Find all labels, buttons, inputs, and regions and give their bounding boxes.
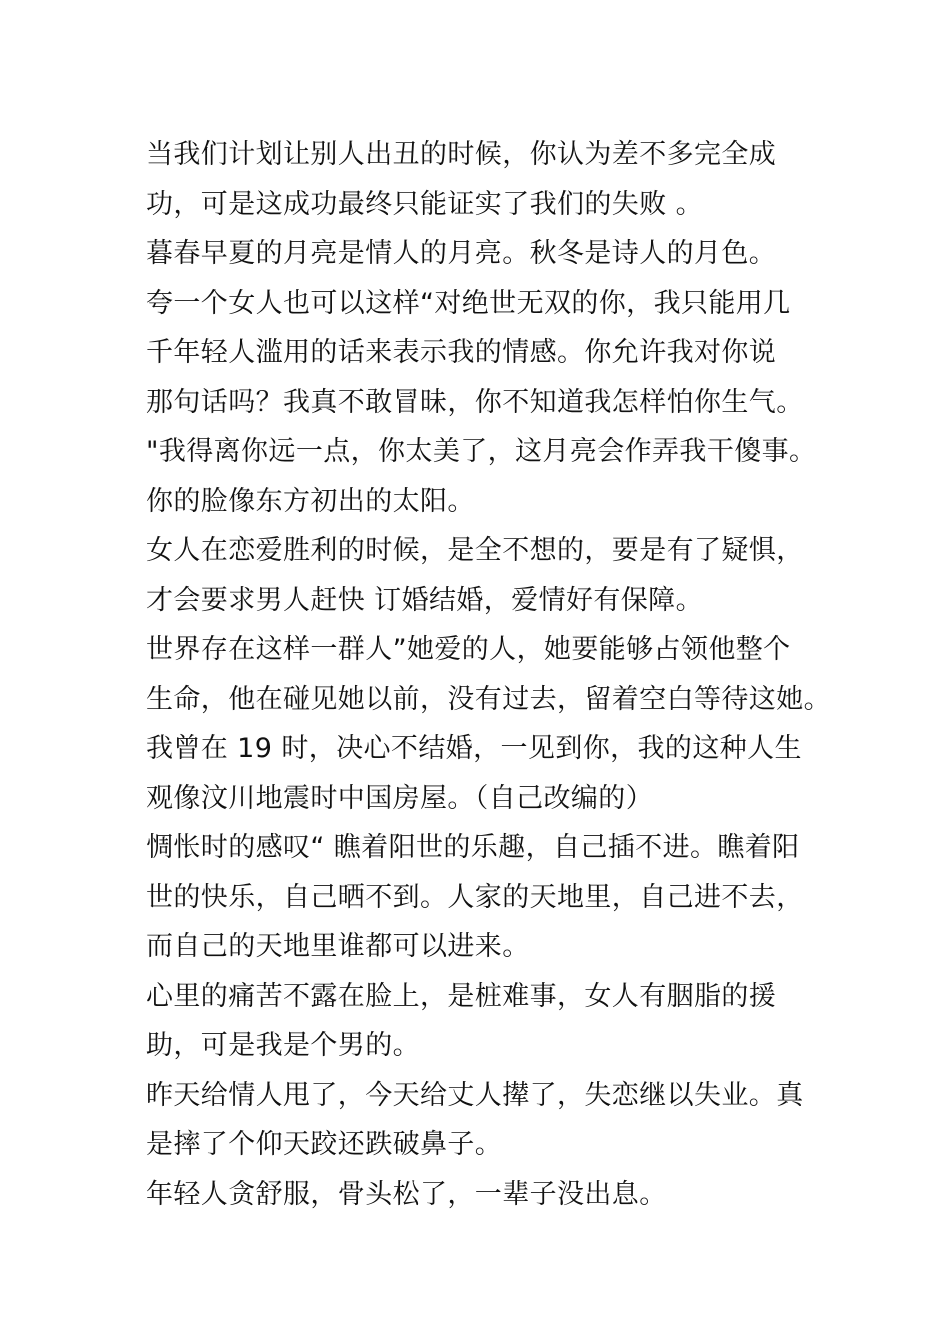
text-line: 当我们计划让别人出丑的时候，你认为差不多完全成 — [146, 139, 777, 170]
text-line: 才会要求男人赶快 订婚结婚，爱情好有保障。 — [146, 584, 703, 616]
text-line: 女人在恋爱胜利的时候，是全不想的，要是有了疑惧， — [146, 535, 804, 566]
text-line: 千年轻人滥用的话来表示我的情感。你允许我对你说 — [146, 337, 777, 368]
text-line: 你的脸像东方初出的太阳。 — [146, 485, 475, 517]
text-line: 惆怅时的感叹“ 瞧着阳世的乐趣，自己插不进。瞧着阳 — [146, 832, 800, 863]
text-line: 世的快乐，自己晒不到。人家的天地里，自己进不去， — [146, 881, 804, 913]
text-line: 我曾在 19 时，决心不结婚，一见到你，我的这种人生 — [146, 733, 802, 764]
text-line: 昨天给情人甩了，今天给丈人撵了，失恋继以失业。真 — [146, 1079, 804, 1111]
text-line: "我得离你远一点，你太美了，这月亮会作弄我干傻事。 — [146, 436, 817, 467]
text-line: 而自己的天地里谁都可以进来。 — [146, 931, 530, 962]
text-line: 功，可是这成功最终只能证实了我们的失败 。 — [146, 188, 703, 220]
text-line: 那句话吗？我真不敢冒昧，你不知道我怎样怕你生气。 — [146, 386, 804, 418]
text-line: 夸一个女人也可以这样“对绝世无双的你，我只能用几 — [146, 287, 791, 319]
text-line: 心里的痛苦不露在脸上，是桩难事，女人有胭脂的援 — [146, 980, 777, 1012]
text-line: 生命，他在碰见她以前，没有过去，留着空白等待这她。 — [146, 683, 831, 715]
text-line: 是摔了个仰天跤还跌破鼻子。 — [146, 1129, 503, 1160]
text-line: 年轻人贪舒服，骨头松了，一辈子没出息。 — [146, 1178, 667, 1210]
text-line: 暮春早夏的月亮是情人的月亮。秋冬是诗人的月色。 — [146, 238, 777, 269]
text-line: 世界存在这样一群人”她爱的人，她要能够占领他整个 — [146, 634, 791, 665]
body-text — [146, 130, 836, 1219]
text-line: 助，可是我是个男的。 — [146, 1030, 420, 1061]
text-line: 观像汶川地震时中国房屋。（自己改编的） — [146, 782, 654, 814]
